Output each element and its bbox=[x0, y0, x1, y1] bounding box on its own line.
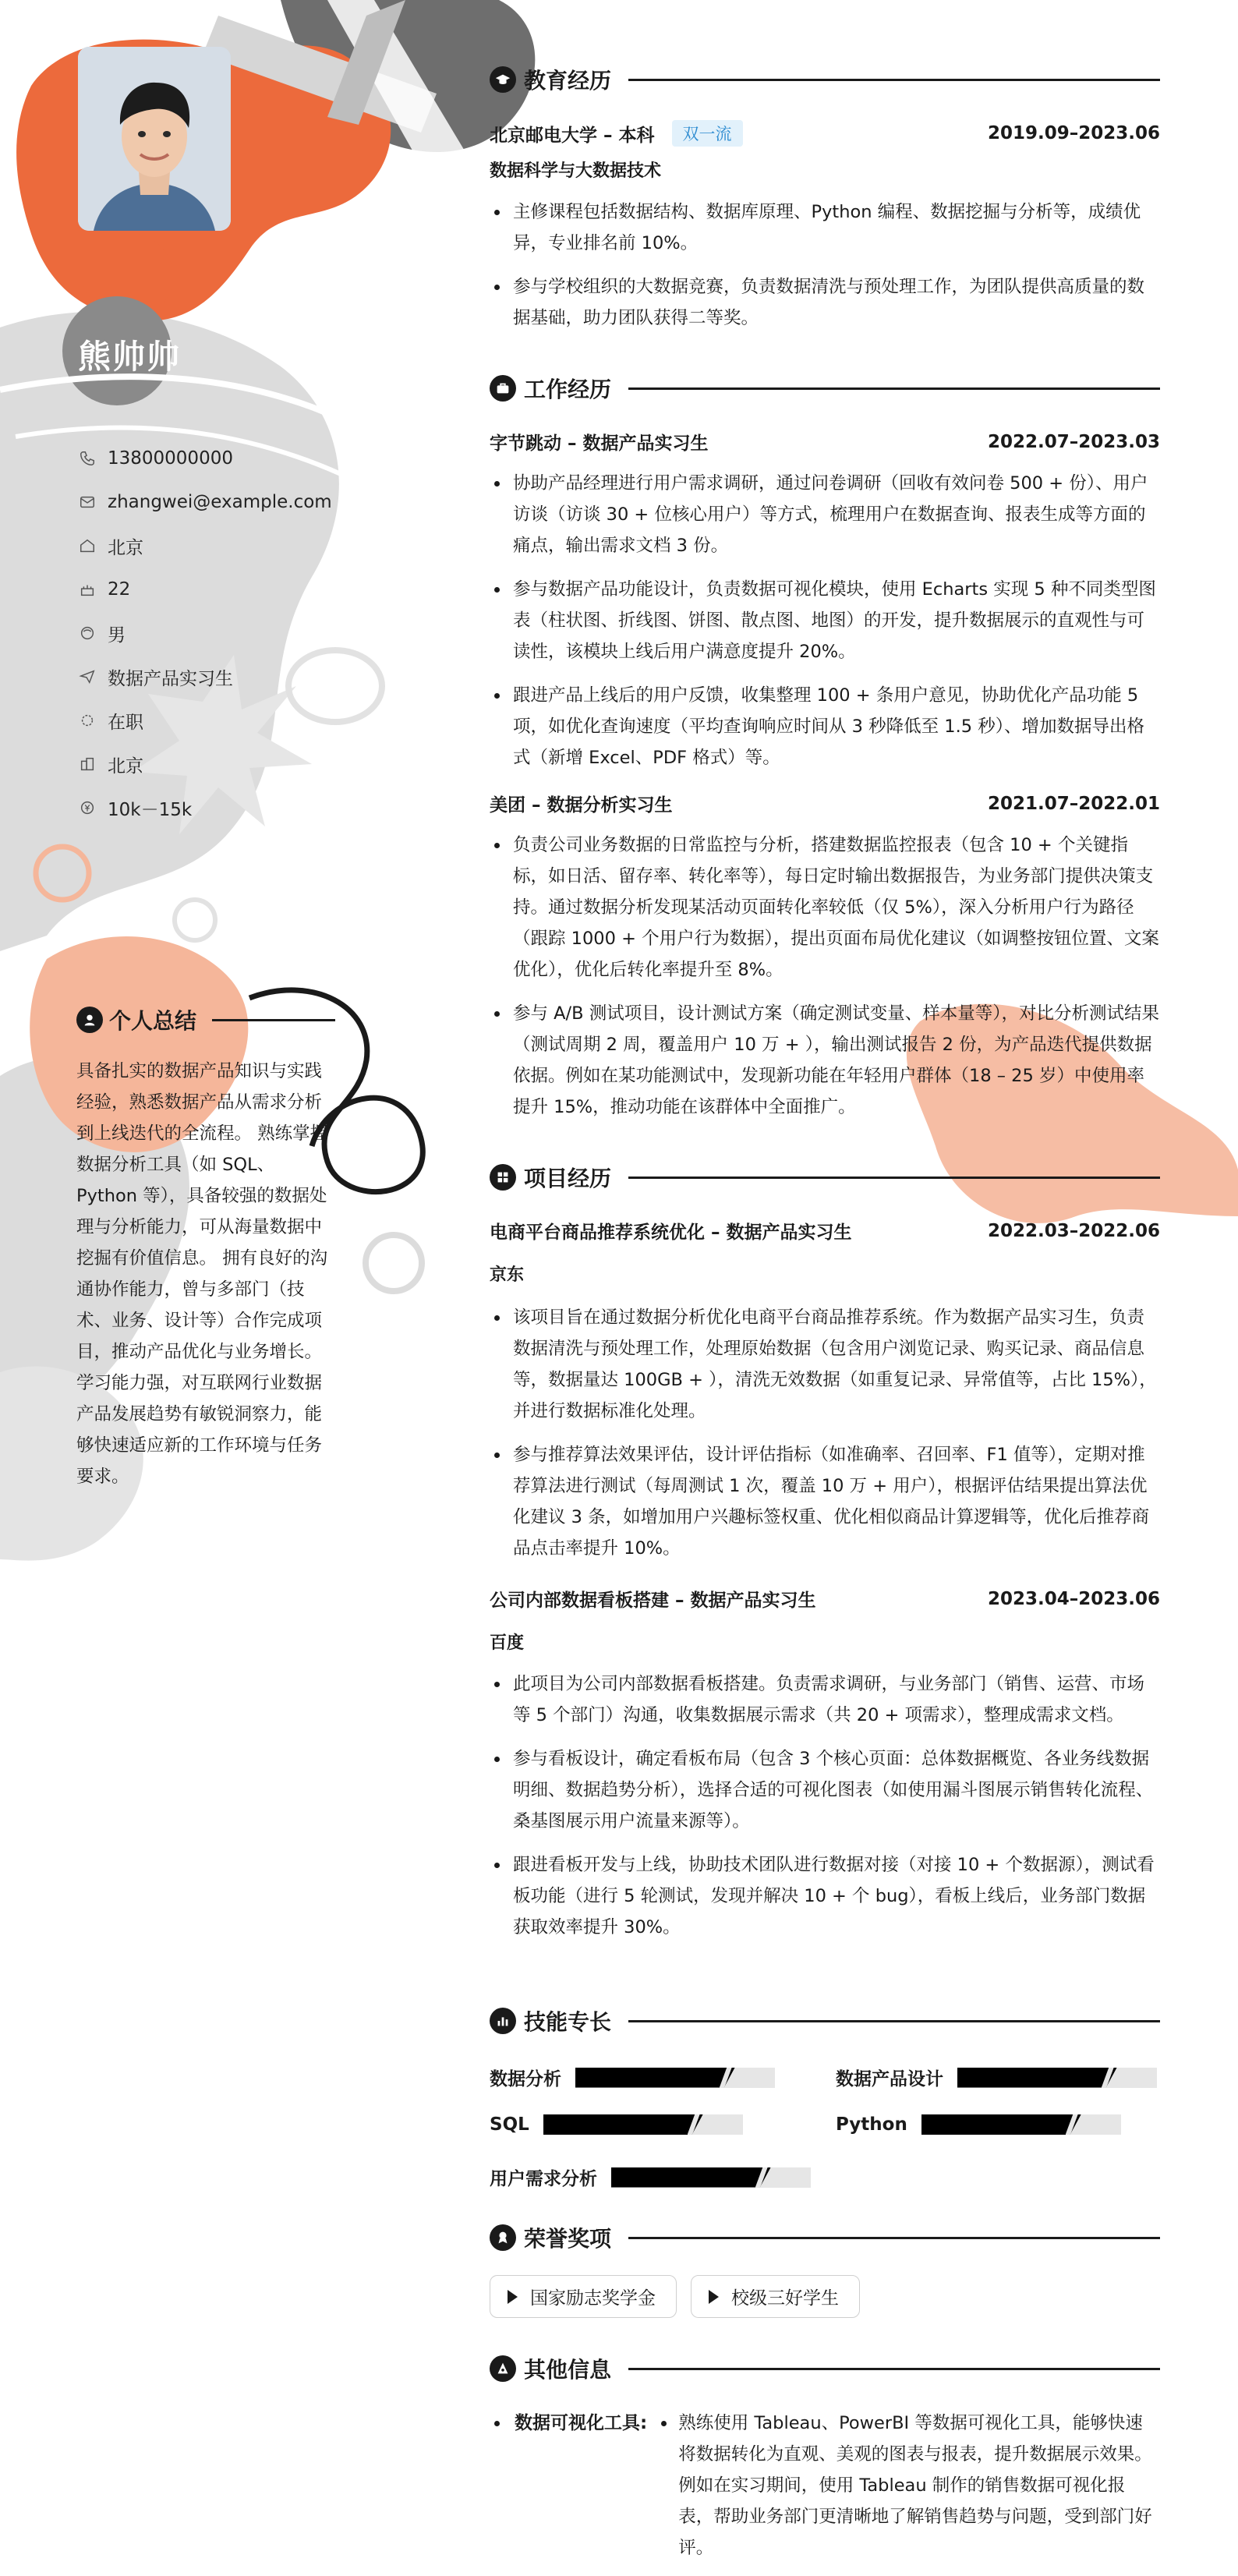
grid-icon bbox=[490, 1164, 516, 1191]
summary-header bbox=[76, 1004, 335, 1035]
education-bullets bbox=[490, 196, 1160, 346]
skill-bar-fill bbox=[957, 2068, 1117, 2088]
section-skills-header bbox=[490, 2005, 1160, 2036]
section-title: 荣誉奖项 bbox=[524, 2226, 612, 2252]
other-info-item bbox=[490, 2408, 1160, 2564]
status-icon bbox=[78, 711, 97, 730]
other-info-key: 数据可视化工具: bbox=[490, 2408, 647, 2564]
contact-text: 数据产品实习生 bbox=[108, 668, 233, 689]
project-title: 公司内部数据看板搭建 – 数据产品实习生 bbox=[490, 1591, 816, 1611]
list-item: 该项目旨在通过数据分析优化电商平台商品推荐系统。作为数据产品实习生，负责数据清洗与预处理工作，处理原始数据（包含用户浏览记录、购买记录、商品信息等，数据量达 100GB + ），清洗无效数据（如重复记录、异常值等，占比 15%），并进行数据标准化处理。 bbox=[490, 1302, 1160, 1427]
contact-home bbox=[78, 524, 332, 568]
contact-city bbox=[78, 742, 332, 786]
award-chip bbox=[490, 2275, 677, 2318]
skill-bar bbox=[611, 2167, 811, 2188]
contact-salary bbox=[78, 786, 332, 830]
job-title: 字节跳动 – 数据产品实习生 bbox=[490, 433, 709, 454]
contact-text: 北京 bbox=[108, 537, 143, 558]
section-title: 技能专长 bbox=[524, 2009, 612, 2035]
contact-list bbox=[78, 437, 332, 830]
list-item: 参与推荐算法效果评估，设计评估指标（如准确率、召回率、F1 值等），定期对推荐算法进行测试（每周测试 1 次，覆盖 10 万 + 用户），根据评估结果提出算法优化建议 3 条，如增加用户兴趣标签权重、优化相似商品计算逻辑等，优化后推荐商品点击率提升 10%。 bbox=[490, 1439, 1160, 1564]
phone-icon bbox=[78, 449, 97, 468]
contact-age bbox=[78, 568, 332, 611]
project-header bbox=[490, 1218, 1160, 1244]
award-label: 国家励志奖学金 bbox=[530, 2288, 656, 2309]
list-item: 协助产品经理进行用户需求调研，通过问卷调研（回收有效问卷 500 + 份）、用户访谈（访谈 30 + 位核心用户）等方式，梳理用户在数据查询、报表生成等方面的痛点，输出需求文档 3 份。 bbox=[490, 468, 1160, 561]
project-date: 2023.04–2023.06 bbox=[987, 1588, 1160, 1609]
divider bbox=[628, 79, 1160, 81]
briefcase-icon bbox=[490, 375, 516, 402]
section-other-header bbox=[490, 2353, 1160, 2384]
play-icon bbox=[709, 2290, 719, 2304]
skill-name: SQL bbox=[490, 2114, 529, 2135]
list-item: 主修课程包括数据结构、数据库原理、Python 编程、数据挖掘与分析等，成绩优异，专业排名前 10%。 bbox=[490, 196, 1160, 259]
job-title: 美团 – 数据分析实习生 bbox=[490, 795, 673, 816]
section-projects-header bbox=[490, 1162, 1160, 1193]
job-date: 2021.07–2022.01 bbox=[987, 793, 1160, 814]
skill-bar-fill bbox=[543, 2114, 703, 2135]
home-icon bbox=[78, 536, 97, 555]
divider bbox=[628, 2020, 1160, 2022]
skill-item bbox=[490, 2065, 775, 2090]
divider bbox=[628, 1177, 1160, 1179]
project-header bbox=[490, 1586, 1160, 1612]
project-date: 2022.03–2022.06 bbox=[987, 1220, 1160, 1241]
list-item: 参与 A/B 测试项目，设计测试方案（确定测试变量、样本量等），对比分析测试结果（测试周期 2 周，覆盖用户 10 万 + ），输出测试报告 2 份，为产品迭代提供数据依据。例如在某功能测试中，发现新功能在年轻用户群体（18 – 25 岁）中使用率提升 15%，推动功能在该群体中全面推广。 bbox=[490, 998, 1160, 1123]
skill-name: 数据分析 bbox=[490, 2069, 561, 2089]
email-icon bbox=[78, 493, 97, 511]
skill-name: Python bbox=[836, 2114, 907, 2135]
job-header bbox=[490, 429, 1160, 455]
job-bullets bbox=[490, 468, 1160, 786]
project-company: 百度 bbox=[490, 1633, 525, 1653]
skill-item bbox=[836, 2065, 1157, 2090]
education-date: 2019.09–2023.06 bbox=[987, 123, 1160, 143]
education-entry-header bbox=[490, 120, 1160, 147]
list-item: 跟进产品上线后的用户反馈，收集整理 100 + 条用户意见，协助优化产品功能 5 项，如优化查询速度（平均查询响应时间从 3 秒降低至 1.5 秒）、增加数据导出格式（新增 Excel、PDF 格式）等。 bbox=[490, 680, 1160, 773]
divider bbox=[212, 1019, 335, 1021]
project-bullets bbox=[490, 1668, 1160, 1955]
gender-icon bbox=[78, 624, 97, 642]
play-icon bbox=[508, 2290, 518, 2304]
skill-bar bbox=[543, 2114, 743, 2135]
salary-icon bbox=[78, 798, 97, 817]
summary-text: 具备扎实的数据产品知识与实践经验，熟悉数据产品从需求分析到上线迭代的全流程。 熟练掌握数据分析工具（如 SQL、Python 等），具备较强的数据处理与分析能力，可从海量数据中挖掘有价值信息。 拥有良好的沟通协作能力，曾与多部门（技术、业务、设计等）合作完成项目，推动产品优化与业务增长。 学习能力强，对互联网行业数据产品发展趋势有敏锐洞察力，能够快速适应新的工作环境与任务要求。 bbox=[76, 1061, 328, 1487]
avatar bbox=[78, 47, 231, 231]
project-bullets bbox=[490, 1302, 1160, 1576]
user-icon bbox=[76, 1007, 103, 1033]
contact-text: 22 bbox=[108, 579, 131, 600]
skill-name: 数据产品设计 bbox=[836, 2069, 943, 2089]
graduation-cap-icon bbox=[490, 66, 516, 93]
project-title: 电商平台商品推荐系统优化 – 数据产品实习生 bbox=[490, 1223, 852, 1243]
age-icon bbox=[78, 580, 97, 599]
summary-title: 个人总结 bbox=[109, 1008, 197, 1034]
send-icon bbox=[78, 667, 97, 686]
skill-item bbox=[490, 2164, 811, 2190]
section-title: 教育经历 bbox=[524, 68, 612, 94]
bar-chart-icon bbox=[490, 2008, 516, 2034]
city-icon bbox=[78, 755, 97, 773]
list-item: 参与学校组织的大数据竞赛，负责数据清洗与预处理工作，为团队提供高质量的数据基础，助力团队获得二等奖。 bbox=[490, 271, 1160, 334]
divider bbox=[628, 2237, 1160, 2239]
list-item: 负责公司业务数据的日常监控与分析，搭建数据监控报表（包含 10 + 个关键指标，如日活、留存率、转化率等），每日定时输出数据报告，为业务部门提供决策支持。通过数据分析发现某活动页面转化率较低（仅 5%），深入分析用户行为路径（跟踪 1000 + 个用户行为数据），提出页面布局优化建议（如调整按钮位置、文案优化），优化后转化率提升至 8%。 bbox=[490, 830, 1160, 985]
skill-bar-fill bbox=[611, 2167, 771, 2188]
list-item: 此项目为公司内部数据看板搭建。负责需求调研，与业务部门（销售、运营、市场等 5 个部门）沟通，收集数据展示需求（共 20 + 项需求），整理成需求文档。 bbox=[490, 1668, 1160, 1731]
awards-list bbox=[490, 2275, 860, 2318]
section-title: 项目经历 bbox=[524, 1166, 612, 1191]
avatar-photo bbox=[78, 47, 231, 231]
major: 数据科学与大数据技术 bbox=[490, 161, 662, 181]
award-chip bbox=[691, 2275, 860, 2318]
skill-bar bbox=[921, 2114, 1121, 2135]
contact-email bbox=[78, 480, 332, 524]
contact-text: zhangwei@example.com bbox=[108, 492, 332, 512]
contact-text: 男 bbox=[108, 625, 126, 646]
contact-text: 北京 bbox=[108, 755, 143, 777]
section-title: 其他信息 bbox=[524, 2357, 612, 2383]
contact-text: 10k－15k bbox=[108, 799, 193, 820]
contact-status bbox=[78, 699, 332, 742]
skill-item bbox=[836, 2114, 1121, 2135]
contact-position bbox=[78, 655, 332, 699]
skill-bar bbox=[575, 2068, 775, 2088]
section-education-header bbox=[490, 64, 1160, 95]
contact-gender bbox=[78, 611, 332, 655]
job-header bbox=[490, 791, 1160, 816]
section-work-header bbox=[490, 373, 1160, 404]
list-item: 参与数据产品功能设计，负责数据可视化模块，使用 Echarts 实现 5 种不同类型图表（柱状图、折线图、饼图、散点图、地图）的开发，提升数据展示的直观性与可读性，该模块上线后用户满意度提升 20%。 bbox=[490, 574, 1160, 667]
skill-bar-fill bbox=[921, 2114, 1081, 2135]
award-label: 校级三好学生 bbox=[731, 2288, 839, 2309]
candidate-name: 熊帅帅 bbox=[78, 338, 182, 376]
school-name: 北京邮电大学 – 本科 bbox=[490, 125, 655, 146]
contact-phone bbox=[78, 437, 332, 480]
section-honors-header bbox=[490, 2222, 1160, 2253]
award-icon bbox=[490, 2224, 516, 2251]
skill-item bbox=[490, 2114, 743, 2135]
info-icon bbox=[490, 2355, 516, 2382]
list-item: 跟进看板开发与上线，协助技术团队进行数据对接（对接 10 + 个数据源），测试看板功能（进行 5 轮测试，发现并解决 10 + 个 bug），看板上线后，业务部门数据获取效率提升 30%。 bbox=[490, 1849, 1160, 1943]
job-date: 2022.07–2023.03 bbox=[987, 431, 1160, 452]
project-company: 京东 bbox=[490, 1265, 525, 1285]
divider bbox=[628, 387, 1160, 390]
skill-bar-fill bbox=[575, 2068, 735, 2088]
section-title: 工作经历 bbox=[524, 377, 612, 402]
job-bullets bbox=[490, 830, 1160, 1135]
school-tag: 双一流 bbox=[672, 120, 743, 147]
contact-text: 13800000000 bbox=[108, 448, 233, 469]
other-info-value: 熟练使用 Tableau、PowerBI 等数据可视化工具，能够快速将数据转化为直观、美观的图表与报表，提升数据展示效果。例如在实习期间，使用 Tableau 制作的销售数据可视化报表，帮助业务部门更清晰地了解销售趋势与问题，受到部门好评。 bbox=[655, 2408, 1158, 2564]
skill-bar bbox=[957, 2068, 1157, 2088]
list-item: 参与看板设计，确定看板布局（包含 3 个核心页面：总体数据概览、各业务线数据明细、数据趋势分析），选择合适的可视化图表（如使用漏斗图展示销售转化流程、桑基图展示用户流量来源等）。 bbox=[490, 1743, 1160, 1837]
contact-text: 在职 bbox=[108, 712, 143, 733]
left-column bbox=[0, 0, 437, 2576]
skill-name: 用户需求分析 bbox=[490, 2169, 597, 2189]
divider bbox=[628, 2368, 1160, 2370]
